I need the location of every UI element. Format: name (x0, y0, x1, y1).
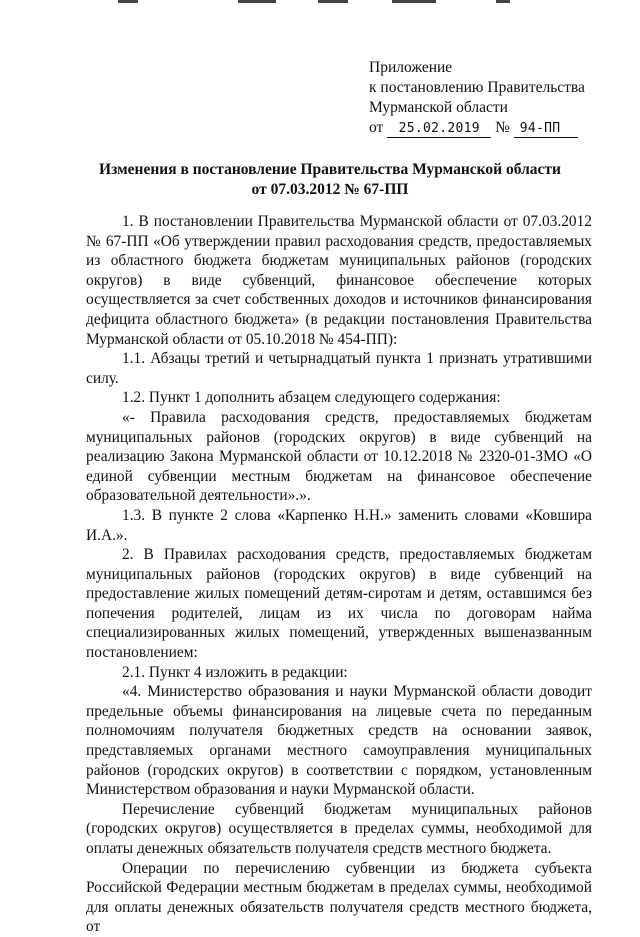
document-title (60, 160, 600, 200)
paragraph-1-2-quote: «- Правила расходования средств, предоставляемых бюджетам муниципальных районов (городских округов) в виде субвенций на реализацию Закона Мурманской области от 10.12.2018 № 2320-01-ЗМО «О единой субвенции местным бюджетам на финансовое обеспечение образовательной деятельности».». (86, 408, 592, 505)
paragraph-transfer: Перечисление субвенций бюджетам муниципальных районов (городских округов) осуществляется в пределах суммы, необходимой для оплаты денежных обязательств получателя средств местного бюджета. (86, 800, 592, 857)
page-top-edge-marks (0, 0, 640, 6)
appendix-label: Приложение (369, 59, 453, 76)
paragraph-1-1: 1.1. Абзацы третий и четырнадцатый пункта 1 признать утратившими силу. (86, 350, 592, 387)
date-prefix: от (369, 119, 384, 136)
resolution-number: 94-ПП (514, 121, 578, 138)
appendix-resolution-ref: к постановлению Правительства (369, 79, 585, 96)
title-line-2: от 07.03.2012 № 67-ПП (251, 181, 409, 198)
paragraph-2-1-quote: «4. Министерство образования и науки Мурманской области доводит предельные объемы финансирования на лицевые счета по переданным полномочиям получателя бюджетных средств на основании заявок, представляемых органами местного самоуправления муниципальных районов (городских округов) в соответствии с порядком, установленным Министерством образования и науки Мурманской области. (86, 683, 592, 799)
document-body (86, 212, 592, 937)
paragraph-1-2: 1.2. Пункт 1 дополнить абзацем следующего содержания: (122, 389, 501, 407)
number-sign: № (495, 119, 510, 136)
resolution-date: 25.02.2019 (387, 121, 491, 138)
paragraph-2: 2. В Правилах расходования средств, предоставляемых бюджетам муниципальных районов (городских округов) в виде субвенций на предоставление жилых помещений детям-сиротам и детям, оставшимся без попечения родителей, лицам из их числа по договорам найма специализированных жилых помещений, утвержденных вышеназванным постановлением: (86, 546, 592, 662)
title-line-1: Изменения в постановление Правительства Мурманской области (99, 161, 561, 178)
appendix-header (369, 58, 609, 138)
paragraph-2-1: 2.1. Пункт 4 изложить в редакции: (122, 663, 348, 681)
appendix-date-line (369, 118, 609, 138)
paragraph-1: 1. В постановлении Правительства Мурманской области от 07.03.2012 № 67-ПП «Об утверждении правил расходования средств, предоставляемых из областного бюджета бюджетам муниципальных районов (городских округов) в виде субвенций, финансовое обеспечение которых осуществляется за счет собственных доходов и источников финансирования дефицита областного бюджета» (в редакции постановления Правительства Мурманской области от 05.10.2018 № 454-ПП): (86, 213, 592, 348)
appendix-region: Мурманской области (369, 99, 508, 116)
paragraph-operations: Операции по перечислению субвенции из бюджета субъекта Российской Федерации местным бюджетам в пределах суммы, необходимой для оплаты денежных обязательств получателя средств местного бюджета, от (86, 859, 592, 936)
paragraph-1-3: 1.3. В пункте 2 слова «Карпенко Н.Н.» заменить словами «Ковшира И.А.». (86, 506, 592, 544)
